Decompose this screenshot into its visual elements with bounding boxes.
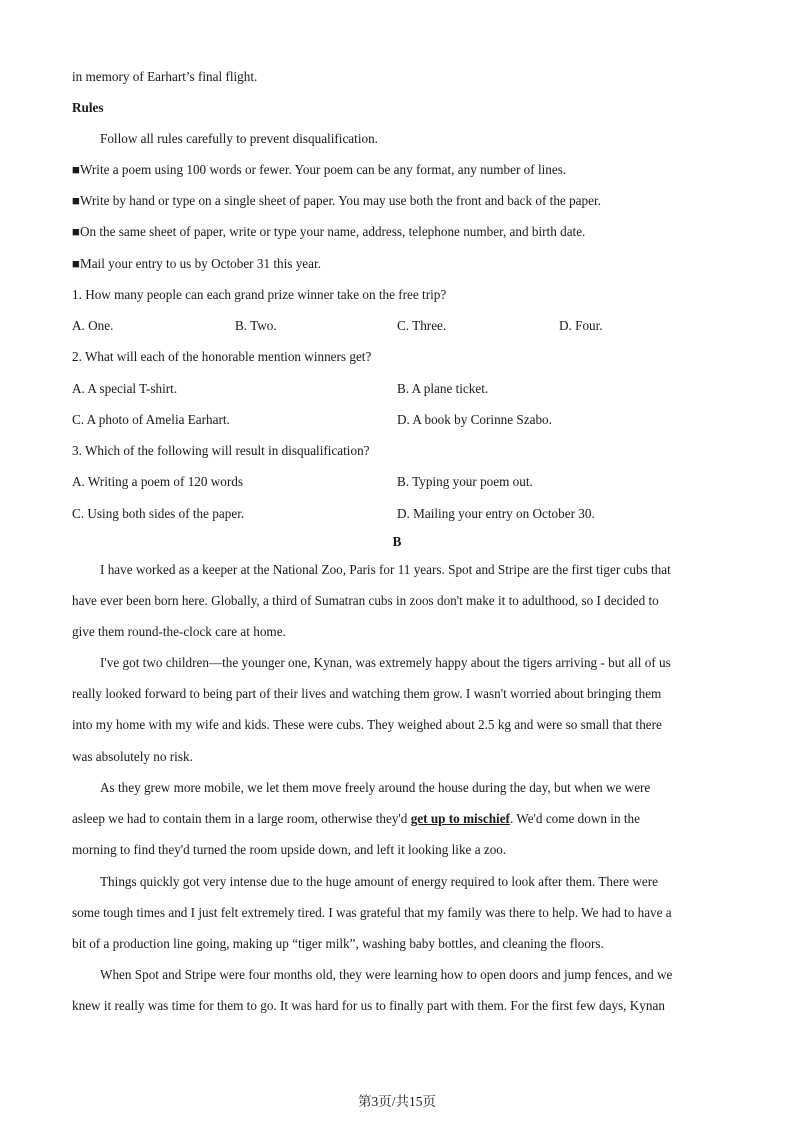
question-3-option-d: D. Mailing your entry on October 30. xyxy=(397,506,595,521)
passage-line: I have worked as a keeper at the National Zoo, Paris for 11 years. Spot and Stripe are the first tiger cubs that xyxy=(100,562,671,577)
question-2-stem: 2. What will each of the honorable mention winners get? xyxy=(72,349,372,364)
rule-item: ■Write by hand or type on a single sheet of paper. You may use both the front and back of the paper. xyxy=(72,193,601,208)
passage-line: give them round-the-clock care at home. xyxy=(72,624,286,639)
page-footer: 第3页/共15页 xyxy=(357,1094,436,1109)
question-3-option-c: C. Using both sides of the paper. xyxy=(72,506,245,521)
passage-line: I've got two children—the younger one, Kynan, was extremely happy about the tigers arriving - but all of us xyxy=(100,655,671,670)
passage-line: have ever been born here. Globally, a third of Sumatran cubs in zoos don't make it to adulthood, so I decided to xyxy=(72,593,659,608)
passage-line: bit of a production line going, making up “tiger milk”, washing baby bottles, and cleaning the floors. xyxy=(72,936,604,951)
passage-line: Things quickly got very intense due to the huge amount of energy required to look after them. There were xyxy=(100,874,658,889)
passage-line: knew it really was time for them to go. It was hard for us to finally part with them. For the first few days, Kynan xyxy=(72,998,665,1013)
passage-line: As they grew more mobile, we let them move freely around the house during the day, but when we were xyxy=(100,780,651,795)
question-2-option-a: A. A special T-shirt. xyxy=(72,381,178,396)
question-3-option-b: B. Typing your poem out. xyxy=(397,474,533,489)
question-1-option-a: A. One. xyxy=(72,318,114,333)
question-2-option-b: B. A plane ticket. xyxy=(397,381,489,396)
rule-item: ■Write a poem using 100 words or fewer. Your poem can be any format, any number of lines. xyxy=(72,162,567,177)
rules-intro: Follow all rules carefully to prevent disqualification. xyxy=(100,131,378,146)
passage-text: asleep we had to contain them in a large room, otherwise they'd xyxy=(72,811,411,826)
passage-text: . We'd come down in the xyxy=(509,811,640,826)
passage-line: some tough times and I just felt extremely tired. I was grateful that my family was there to help. We had to have a xyxy=(72,905,672,920)
rule-item: ■Mail your entry to us by October 31 this year. xyxy=(72,256,321,271)
passage-line: When Spot and Stripe were four months old, they were learning how to open doors and jump fences, and we xyxy=(100,967,673,982)
question-2-option-c: C. A photo of Amelia Earhart. xyxy=(72,412,230,427)
passage-line: really looked forward to being part of their lives and watching them grow. I wasn't worried about bringing them xyxy=(72,686,662,701)
question-1-stem: 1. How many people can each grand prize winner take on the free trip? xyxy=(72,287,447,302)
question-1-option-c: C. Three. xyxy=(397,318,447,333)
rules-heading: Rules xyxy=(72,100,104,115)
underlined-phrase: get up to mischief xyxy=(410,811,510,826)
section-b-heading: B xyxy=(392,534,402,549)
question-1-option-b: B. Two. xyxy=(235,318,277,333)
passage-line: was absolutely no risk. xyxy=(72,749,193,764)
question-3-option-a: A. Writing a poem of 120 words xyxy=(72,474,244,489)
passage-line: morning to find they'd turned the room upside down, and left it looking like a zoo. xyxy=(72,842,507,857)
question-1-option-d: D. Four. xyxy=(559,318,603,333)
rule-item: ■On the same sheet of paper, write or type your name, address, telephone number, and birth date. xyxy=(72,224,586,239)
question-3-stem: 3. Which of the following will result in disqualification? xyxy=(72,443,370,458)
passage-line xyxy=(72,811,640,827)
question-2-option-d: D. A book by Corinne Szabo. xyxy=(397,412,552,427)
intro-line: in memory of Earhart’s final flight. xyxy=(72,69,258,84)
passage-line: into my home with my wife and kids. These were cubs. They weighed about 2.5 kg and were so small that there xyxy=(72,717,662,732)
